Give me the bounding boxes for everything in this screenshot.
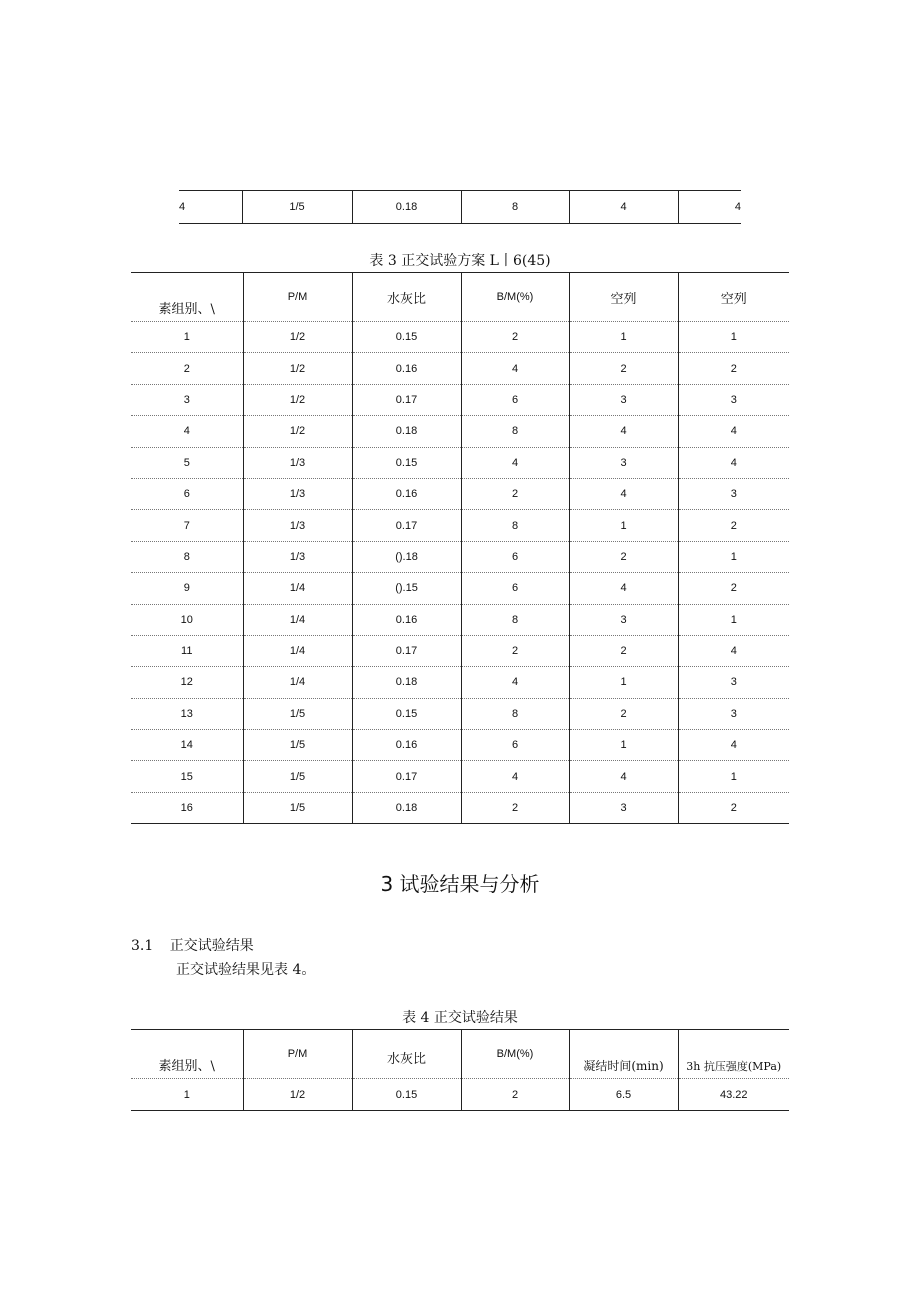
- table-row: [179, 191, 741, 224]
- cell: 1/5: [243, 730, 352, 761]
- cell: 4: [569, 761, 678, 792]
- cell: ().15: [352, 573, 461, 604]
- cell: 1: [678, 541, 789, 572]
- cell: 6: [461, 730, 569, 761]
- cell: 0.17: [352, 761, 461, 792]
- cell: 0.18: [352, 191, 461, 224]
- cell: 3: [678, 384, 789, 415]
- cell: 1/4: [243, 604, 352, 635]
- paragraph: 正交试验结果见表 4。: [176, 962, 316, 978]
- cell: 2: [131, 353, 243, 384]
- table-row: [131, 698, 789, 729]
- cell: 1/3: [243, 541, 352, 572]
- cell: 4: [678, 416, 789, 447]
- cell: 8: [461, 698, 569, 729]
- cell: 1: [569, 322, 678, 353]
- cell: 1/4: [243, 667, 352, 698]
- cell: 1/3: [243, 510, 352, 541]
- cell: 2: [678, 792, 789, 823]
- cell: 8: [461, 416, 569, 447]
- header-cell: 素组别、\: [131, 1030, 243, 1079]
- table-header-row: [131, 273, 789, 322]
- table-row: [131, 761, 789, 792]
- cell: 0.16: [352, 730, 461, 761]
- header-cell: 水灰比: [352, 273, 461, 322]
- header-cell: 空列: [678, 273, 789, 322]
- cell: 3: [569, 447, 678, 478]
- cell: 12: [131, 667, 243, 698]
- table-row: [131, 447, 789, 478]
- cell: 4: [131, 416, 243, 447]
- table-row: [131, 541, 789, 572]
- cell: 4: [678, 447, 789, 478]
- table-row: [131, 667, 789, 698]
- cell: 4: [569, 416, 678, 447]
- cell: 2: [461, 322, 569, 353]
- cell: 2: [569, 635, 678, 666]
- cell: 2: [569, 353, 678, 384]
- cell: 1: [569, 730, 678, 761]
- table-row: [131, 510, 789, 541]
- cell: 0.15: [352, 447, 461, 478]
- cell: 2: [678, 353, 789, 384]
- cell: 6: [461, 541, 569, 572]
- cell: 0.16: [352, 478, 461, 509]
- cell: 3: [678, 698, 789, 729]
- table3-caption: 表 3 正交试验方案 L丨6(45): [369, 253, 551, 269]
- header-cell: 3h 抗压强度(MPa): [678, 1030, 789, 1079]
- cell: 0.18: [352, 667, 461, 698]
- cell: 1/2: [243, 1079, 352, 1111]
- cell: 8: [131, 541, 243, 572]
- table3: [131, 272, 789, 824]
- cell: 1: [569, 667, 678, 698]
- cell: 2: [569, 541, 678, 572]
- cell: 0.15: [352, 322, 461, 353]
- table-row: [131, 635, 789, 666]
- cell: 4: [678, 635, 789, 666]
- header-cell: 空列: [569, 273, 678, 322]
- cell: 6: [461, 384, 569, 415]
- table3-body: [131, 322, 789, 824]
- table-row: [131, 573, 789, 604]
- cell: 1: [131, 322, 243, 353]
- cell: 0.18: [352, 792, 461, 823]
- table-row: [131, 730, 789, 761]
- cell: 1/5: [243, 792, 352, 823]
- cell: 3: [569, 792, 678, 823]
- cell: 16: [131, 792, 243, 823]
- cell: 4: [678, 730, 789, 761]
- header-cell: P/M: [243, 273, 352, 322]
- header-cell: 素组别、\: [131, 273, 243, 322]
- cell: 2: [461, 792, 569, 823]
- cell: ().18: [352, 541, 461, 572]
- cell: 3: [569, 604, 678, 635]
- cell: 2: [461, 635, 569, 666]
- header-cell: P/M: [243, 1030, 352, 1079]
- header-cell: B/M(%): [461, 273, 569, 322]
- cell: 1: [131, 1079, 243, 1111]
- cell: 3: [678, 667, 789, 698]
- table-row: [131, 384, 789, 415]
- cell: 0.18: [352, 416, 461, 447]
- cell: 6: [461, 573, 569, 604]
- cell: 2: [678, 510, 789, 541]
- table4-body: [131, 1079, 789, 1111]
- cell: 1/5: [243, 761, 352, 792]
- cell: 5: [131, 447, 243, 478]
- cell: 1/5: [243, 698, 352, 729]
- cell: 1: [569, 510, 678, 541]
- table-fragment: [179, 190, 741, 224]
- cell: 9: [131, 573, 243, 604]
- cell: 2: [569, 698, 678, 729]
- cell: 1/2: [243, 416, 352, 447]
- cell: 4: [461, 353, 569, 384]
- table4: [131, 1029, 789, 1111]
- cell: 7: [131, 510, 243, 541]
- cell: 6: [131, 478, 243, 509]
- cell: 43.22: [678, 1079, 789, 1111]
- cell: 2: [678, 573, 789, 604]
- cell: 1/2: [243, 322, 352, 353]
- cell: 1: [678, 604, 789, 635]
- table4-caption: 表 4 正交试验结果: [402, 1010, 518, 1026]
- cell: 0.17: [352, 384, 461, 415]
- cell: 3: [569, 384, 678, 415]
- cell: 0.16: [352, 353, 461, 384]
- cell: 0.17: [352, 510, 461, 541]
- table-row: [131, 1079, 789, 1111]
- cell: 2: [461, 478, 569, 509]
- table-row: [131, 416, 789, 447]
- cell: 1: [678, 761, 789, 792]
- cell: 4: [678, 191, 741, 224]
- table-row: [131, 792, 789, 823]
- cell: 8: [461, 510, 569, 541]
- cell: 4: [569, 191, 678, 224]
- section-heading: 3 试验结果与分析: [380, 872, 540, 896]
- cell: 1/2: [243, 384, 352, 415]
- cell: 3: [131, 384, 243, 415]
- cell: 0.15: [352, 698, 461, 729]
- cell: 4: [461, 447, 569, 478]
- header-cell: 凝结时间(min): [569, 1030, 678, 1079]
- cell: 11: [131, 635, 243, 666]
- cell: 1/4: [243, 635, 352, 666]
- cell: 4: [179, 191, 242, 224]
- cell: 1/3: [243, 447, 352, 478]
- cell: 1/4: [243, 573, 352, 604]
- cell: 1: [678, 322, 789, 353]
- table-row: [131, 604, 789, 635]
- cell: 4: [461, 761, 569, 792]
- cell: 6.5: [569, 1079, 678, 1111]
- cell: 0.17: [352, 635, 461, 666]
- cell: 8: [461, 604, 569, 635]
- cell: 10: [131, 604, 243, 635]
- cell: 1/5: [242, 191, 352, 224]
- subsection-title: [131, 935, 254, 955]
- table-header-row: [131, 1030, 789, 1079]
- header-cell: B/M(%): [461, 1030, 569, 1079]
- cell: 13: [131, 698, 243, 729]
- cell: 4: [569, 478, 678, 509]
- table-row: [131, 478, 789, 509]
- header-cell: 水灰比: [352, 1030, 461, 1079]
- table-row: [131, 322, 789, 353]
- cell: 4: [461, 667, 569, 698]
- cell: 15: [131, 761, 243, 792]
- cell: 0.16: [352, 604, 461, 635]
- cell: 4: [569, 573, 678, 604]
- cell: 0.15: [352, 1079, 461, 1111]
- cell: 3: [678, 478, 789, 509]
- cell: 14: [131, 730, 243, 761]
- cell: 1/2: [243, 353, 352, 384]
- cell: 2: [461, 1079, 569, 1111]
- table-row: [131, 353, 789, 384]
- cell: 1/3: [243, 478, 352, 509]
- subsection-number: 3.1: [131, 938, 154, 954]
- subsection-text: 正交试验结果: [169, 938, 254, 954]
- cell: 8: [461, 191, 569, 224]
